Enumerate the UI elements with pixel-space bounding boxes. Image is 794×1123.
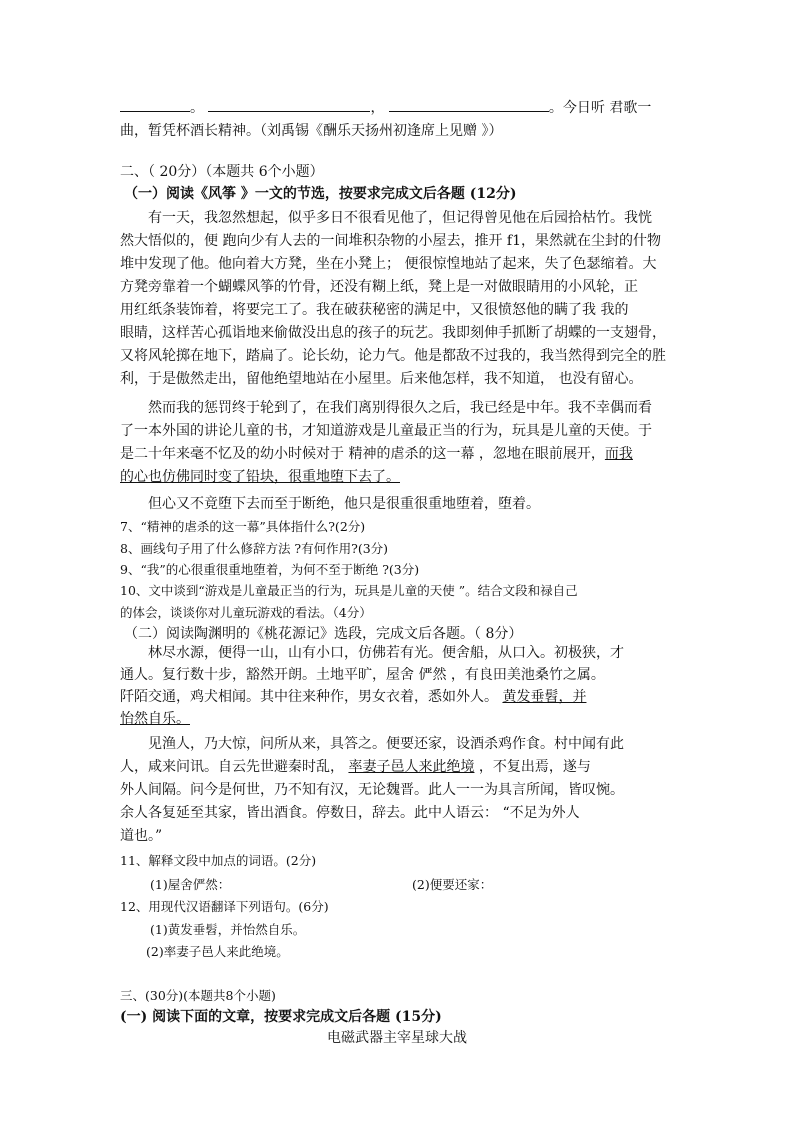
passage-2-line-2: 通人。复行数十步，豁然开朗。土地平旷，屋舍 俨然 ，有良田美池桑竹之属。 xyxy=(120,667,605,683)
question-11-a: (1)屋舍俨然： xyxy=(150,877,231,892)
underlined-phrase-2: 率妻子邑人来此绝境 xyxy=(348,759,475,775)
section-3-part-1-title: (一) 阅读下面的文章，按要求完成文后各题 (15分) xyxy=(120,1009,442,1025)
answer-blank-2[interactable] xyxy=(208,97,370,112)
passage-2-line-3-plain: 阡陌交通，鸡犬相闻。其中往来种作，男女衣着，悉如外人。 xyxy=(120,689,503,705)
question-10-cont: 的体会，谈谈你对儿童玩游戏的看法。（4分） xyxy=(120,605,372,620)
passage-1-line-1: 有一天，我忽然想起，似乎多日不很看见他了，但记得曾见他在后园拾枯竹。我恍 xyxy=(148,210,652,226)
passage-1-line-2: 然大悟似的，便 跑向少有人去的一间堆积杂物的小屋去，推开 f1，果然就在尘封的什物 xyxy=(120,233,661,249)
passage-1-line-11 xyxy=(120,443,633,465)
passage-2-line-1: 林尽水源，便得一山，山有小口，仿佛若有光。便舍船，从口入。初极狭，才 xyxy=(148,645,624,661)
question-7: 7、“精神的虐杀的这一幕”具体指什么?(2分) xyxy=(120,519,366,534)
passage-2-line-6-b: ，不复出焉，遂与 xyxy=(474,759,591,775)
part-2-title: （二）阅读陶渊明的《桃花源记》选段，完成文后各题。（ 8分） xyxy=(124,626,523,642)
passage-1-line-3: 堆中发现了他。他向着大方凳，坐在小凳上； 便很惊惶地站了起来，失了色瑟缩着。大 xyxy=(120,256,657,272)
passage-2-line-7: 外人间隔。问今是何世，乃不知有汉，无论魏晋。此人一一为具言所闻，皆叹惋。 xyxy=(120,782,624,798)
poem-line-1-end: 。今日听 君歌一 xyxy=(548,100,652,116)
passage-1-line-12 xyxy=(120,466,400,488)
passage-2-line-6 xyxy=(120,756,591,778)
passage-2-line-3 xyxy=(120,686,586,708)
section-3-heading: 三、(30分)(本题共8个小题) xyxy=(120,988,276,1003)
question-11: 11、解释文段中加点的词语。(2分) xyxy=(120,853,317,868)
question-11-b: (2)便要还家： xyxy=(412,877,493,892)
question-12-b: (2)率妻子邑人来此绝境。 xyxy=(146,944,289,959)
answer-blank-1[interactable] xyxy=(120,97,190,112)
question-10: 10、文中谈到“游戏是儿童最正当的行为，玩具是儿童的天使 ”。结合文段和禄自己 xyxy=(120,583,578,598)
passage-2-line-5: 见渔人，乃大惊，问所从来，具答之。便要还家，设酒杀鸡作食。村中闻有此 xyxy=(148,736,624,752)
passage-2-line-4 xyxy=(120,708,190,730)
passage-2-line-9: 道也。” xyxy=(120,828,163,844)
passage-1-line-5: 用红纸条装饰着，将要完工了。我在破获秘密的满足中，又很愤怒他的瞒了我 我的 xyxy=(120,302,629,318)
passage-1-line-7: 又将风轮掷在地下，踏扁了。论长幼，论力气。他是都敌不过我的，我当然得到完全的胜 xyxy=(120,348,666,364)
underlined-phrase-1-end: 怡然自乐。 xyxy=(120,711,190,727)
underlined-phrase-1-start: 黄发垂髫，并 xyxy=(502,689,587,705)
passage-2-line-6-a: 人，咸来问讯。自云先世避秦时乱， xyxy=(120,759,349,775)
passage-1-line-10: 了一本外国的讲论儿童的书，才知道游戏是儿童最正当的行为，玩具是儿童的天使。于 xyxy=(120,423,652,439)
passage-1-line-11-plain: 是二十年来毫不忆及的幼小时候对于 精神的虐杀的这一幕 ，忽地在眼前展开， xyxy=(120,446,605,462)
part-1-title: （一）阅读《风筝 》一文的节选，按要求完成文后各题 (12分) xyxy=(124,186,517,202)
underlined-sentence-end: 的心也仿佛同时变了铅块，很重地堕下去了。 xyxy=(120,469,400,485)
passage-1-line-13: 但心又不竟堕下去而至于断绝，他只是很重很重地堕着，堕着。 xyxy=(148,496,540,512)
underlined-sentence-start: 而我 xyxy=(604,446,633,462)
question-12-a: (1)黄发垂髫，并怡然自乐。 xyxy=(150,922,306,937)
question-8: 8、画线句子用了什么修辞方法 ?有何作用?(3分) xyxy=(120,541,389,556)
passage-1-line-4: 方凳旁靠着一个蝴蝶风筝的竹骨，还没有糊上纸，凳上是一对做眼睛用的小风轮，正 xyxy=(120,279,638,295)
question-9: 9、“我”的心很重很重地堕着，为何不至于断绝 ?(3分) xyxy=(120,562,420,577)
article-title: 电磁武器主宰星球大战 xyxy=(327,1030,467,1046)
passage-1-line-8: 利，于是傲然走出，留他绝望地站在小屋里。后来他怎样，我不知道， 也没有留心。 xyxy=(120,371,643,387)
question-12: 12、用现代汉语翻译下列语句。(6分) xyxy=(120,899,329,914)
section-2-heading: 二、（ 20分）（本题共 6个小题） xyxy=(120,164,324,180)
answer-blank-3[interactable] xyxy=(389,97,549,112)
poem-line-2: 曲，暂凭杯酒长精神。（刘禹锡《酬乐天扬州初逢席上见赠 》） xyxy=(120,123,503,139)
poem-line-1: 。 ， 。今日听 君歌一 xyxy=(120,97,651,119)
passage-2-line-8: 余人各复延至其家，皆出酒食。停数日，辞去。此中人语云： “不足为外人 xyxy=(120,805,580,821)
passage-1-line-6: 眼睛，这样苦心孤诣地来偷做没出息的孩子的玩艺。我即刻伸手抓断了胡蝶的一支翅骨， xyxy=(120,325,666,341)
passage-1-line-9: 然而我的惩罚终于轮到了，在我们离别得很久之后，我已经是中年。我不幸偶而看 xyxy=(148,400,652,416)
